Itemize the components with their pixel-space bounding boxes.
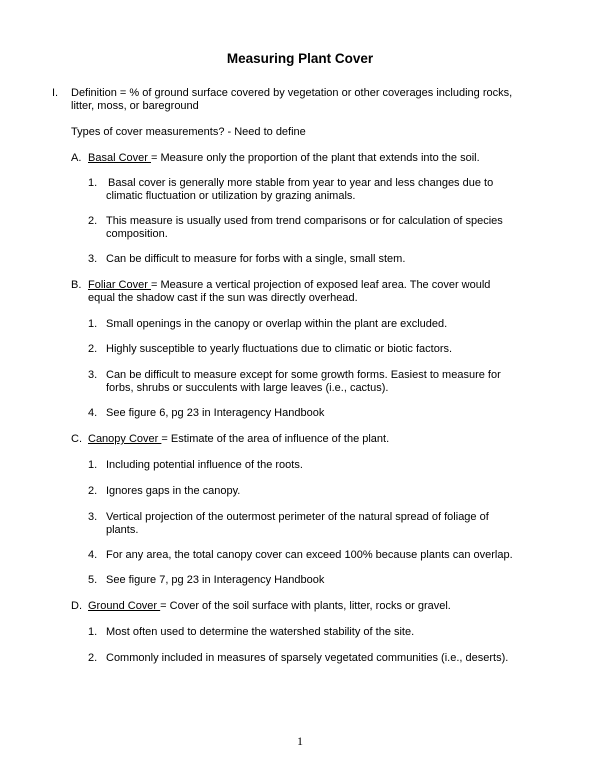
point-number: 2. [88, 215, 98, 227]
section-marker: I. [52, 87, 59, 99]
point-number: 4. [88, 549, 98, 561]
point-text: See figure 7, pg 23 in Interagency Handbook [106, 574, 325, 586]
point-text: Basal cover is generally more stable from year to year and less changes due to [108, 177, 494, 189]
types-question: Types of cover measurements? - Need to define [71, 126, 306, 138]
item-marker: B. [71, 279, 82, 291]
term-canopy-cover: Canopy Cover [88, 433, 162, 445]
point-text: Small openings in the canopy or overlap within the plant are excluded. [106, 318, 448, 330]
item-marker: A. [71, 152, 82, 164]
term-definition: = Cover of the soil surface with plants, litter, rocks or gravel. [160, 600, 451, 612]
point-text: Can be difficult to measure for forbs with a single, small stem. [106, 253, 406, 265]
point-number: 2. [88, 343, 98, 355]
term-foliar-cover: Foliar Cover [88, 279, 151, 291]
point-number: 1. [88, 626, 98, 638]
point-text: Highly susceptible to yearly fluctuations due to climatic or biotic factors. [106, 343, 453, 355]
term-definition: = Estimate of the area of influence of the plant. [161, 433, 390, 445]
item-heading-ground [88, 599, 451, 613]
point-text: Vertical projection of the outermost perimeter of the natural spread of foliage of [106, 511, 489, 523]
point-text: Most often used to determine the watershed stability of the site. [106, 626, 415, 638]
page-title: Measuring Plant Cover [226, 51, 374, 66]
term-basal-cover: Basal Cover [88, 152, 151, 164]
definition-line-2: litter, moss, or bareground [71, 100, 199, 112]
page-number: 1 [297, 734, 303, 748]
term-definition: = Measure only the proportion of the plant that extends into the soil. [150, 152, 480, 164]
item-marker: D. [71, 600, 82, 612]
point-text: climatic fluctuation or utilization by grazing animals. [106, 190, 356, 202]
point-text: This measure is usually used from trend comparisons or for calculation of species [106, 215, 503, 227]
point-number: 3. [88, 369, 98, 381]
term-definition-continued: equal the shadow cast if the sun was directly overhead. [88, 292, 358, 304]
term-definition: = Measure a vertical projection of exposed leaf area. The cover would [150, 279, 491, 291]
item-heading-basal [88, 151, 480, 165]
point-number: 3. [88, 511, 98, 523]
point-number: 1. [88, 318, 98, 330]
point-text: Including potential influence of the roots. [106, 459, 303, 471]
point-number: 2. [88, 485, 98, 497]
item-heading-foliar [88, 278, 490, 292]
point-text: Commonly included in measures of sparsely vegetated communities (i.e., deserts). [106, 652, 509, 664]
point-text: plants. [106, 524, 139, 536]
point-text: Ignores gaps in the canopy. [106, 485, 241, 497]
item-heading-canopy [88, 432, 389, 446]
point-text: See figure 6, pg 23 in Interagency Handbook [106, 407, 325, 419]
definition-line-1: Definition = % of ground surface covered by vegetation or other coverages including rocks, [71, 87, 513, 99]
point-number: 5. [88, 574, 98, 586]
point-text: For any area, the total canopy cover can exceed 100% because plants can overlap. [106, 549, 513, 561]
point-number: 3. [88, 253, 98, 265]
point-text: composition. [106, 228, 168, 240]
point-number: 1. [88, 459, 98, 471]
term-ground-cover: Ground Cover [88, 600, 161, 612]
point-number: 4. [88, 407, 98, 419]
item-marker: C. [71, 433, 82, 445]
point-text: Can be difficult to measure except for some growth forms. Easiest to measure for [106, 369, 501, 381]
point-number: 2. [88, 652, 98, 664]
point-text: forbs, shrubs or succulents with large leaves (i.e., cactus). [106, 382, 389, 394]
point-number: 1. [88, 177, 98, 189]
